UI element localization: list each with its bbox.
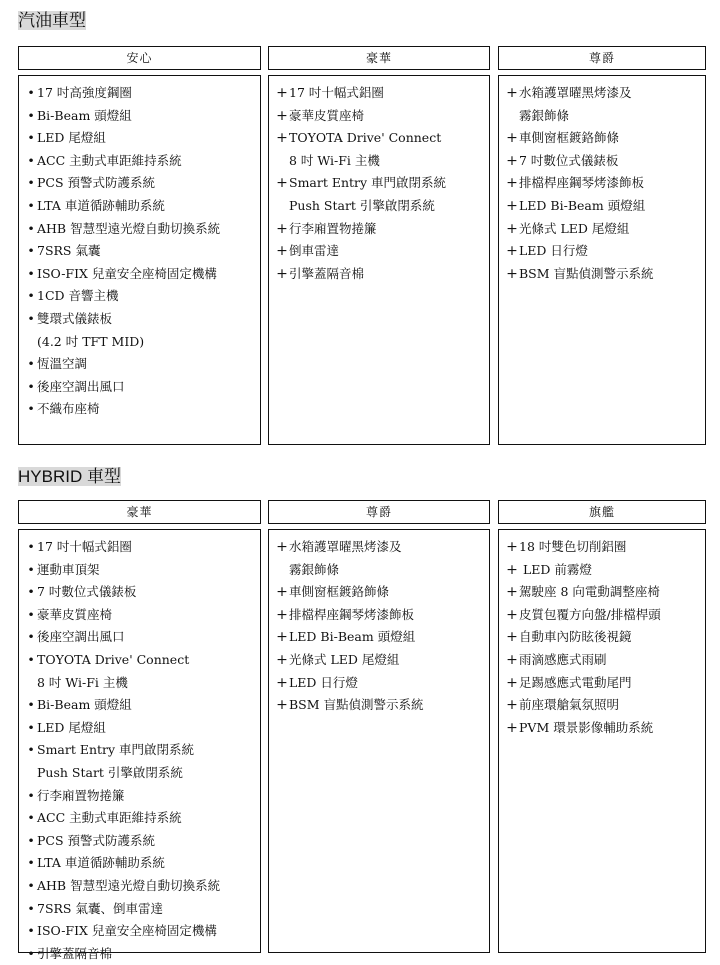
- feature-item: [505, 195, 701, 218]
- feature-text: LED 日行燈: [519, 243, 588, 259]
- feature-item: [25, 353, 256, 376]
- feature-text: (4.2 吋 TFT MID): [37, 333, 145, 349]
- feature-list: [498, 75, 706, 445]
- bullet-icon: +: [276, 243, 288, 260]
- feature-item: [25, 398, 256, 421]
- feature-item: [505, 717, 701, 740]
- feature-text: BSM 盲點偵測警示系統: [289, 697, 424, 713]
- feature-text: 17 吋高強度鋼圈: [37, 85, 132, 100]
- feature-item: [25, 150, 256, 173]
- bullet-icon: +: [276, 629, 288, 646]
- feature-text: 7SRS 氣囊: [37, 243, 101, 259]
- bullet-icon: •: [27, 855, 35, 871]
- bullet-icon: +: [276, 697, 288, 714]
- bullet-icon: +: [506, 561, 518, 578]
- feature-item: [25, 82, 256, 105]
- bullet-icon: •: [27, 288, 35, 304]
- feature-text: LED 尾燈組: [37, 130, 106, 146]
- feature-item: [275, 536, 485, 559]
- column-header-premium: 尊爵: [498, 46, 706, 70]
- feature-item: [505, 672, 701, 695]
- feature-text: TOYOTA Drive' Connect: [37, 651, 190, 667]
- feature-item: [275, 694, 485, 717]
- bullet-icon: •: [27, 401, 35, 417]
- bullet-icon: +: [506, 220, 518, 237]
- bullet-icon: +: [276, 265, 288, 282]
- feature-item: [505, 649, 701, 672]
- bullet-icon: +: [506, 674, 518, 691]
- feature-text: ISO-FIX 兒童安全座椅固定機構: [37, 265, 217, 281]
- bullet-icon: •: [27, 900, 35, 916]
- feature-text: PCS 預警式防護系統: [37, 175, 156, 191]
- feature-list: [498, 529, 706, 953]
- feature-text: 引擎蓋隔音棉: [289, 265, 365, 281]
- feature-text: 後座空調出風口: [37, 629, 125, 645]
- feature-item: [275, 559, 485, 582]
- feature-text: 運動車頂架: [37, 561, 100, 577]
- feature-text: 豪華皮質座椅: [37, 606, 113, 622]
- feature-text: ACC 主動式車距維持系統: [37, 810, 182, 826]
- feature-text: 7 吋數位式儀錶板: [37, 584, 137, 600]
- bullet-icon: +: [276, 674, 288, 691]
- section-title-hybrid: HYBRID 車型: [18, 467, 121, 486]
- feature-text: 不織布座椅: [37, 401, 100, 417]
- feature-text: Smart Entry 車門啟閉系統: [37, 742, 195, 758]
- feature-list: [18, 75, 261, 445]
- feature-text: 自動車內防眩後視鏡: [519, 629, 632, 645]
- feature-text: 光條式 LED 尾燈組: [519, 220, 630, 236]
- feature-text: Push Start 引擎啟閉系統: [289, 197, 435, 213]
- feature-text: 1CD 音響主機: [37, 288, 119, 304]
- column-header-luxury: 豪華: [18, 500, 261, 524]
- bullet-icon: •: [27, 107, 35, 123]
- feature-item: [25, 762, 256, 785]
- bullet-icon: •: [27, 923, 35, 939]
- feature-item: [275, 105, 485, 128]
- feature-item: [275, 127, 485, 150]
- bullet-icon: +: [506, 584, 518, 601]
- feature-text: 皮質包覆方向盤/排檔桿頭: [519, 606, 661, 622]
- feature-item: [25, 285, 256, 308]
- feature-text: LED 尾燈組: [37, 719, 106, 735]
- feature-item: [25, 172, 256, 195]
- feature-text: 光條式 LED 尾燈組: [289, 651, 400, 667]
- feature-item: [275, 150, 485, 173]
- feature-item: [275, 218, 485, 241]
- feature-text: 8 吋 Wi-Fi 主機: [37, 674, 128, 690]
- bullet-icon: •: [27, 175, 35, 191]
- feature-text: 18 吋雙色切削鋁圈: [519, 539, 627, 554]
- bullet-icon: +: [506, 606, 518, 623]
- feature-text: 霧銀飾條: [289, 561, 340, 577]
- bullet-icon: +: [506, 651, 518, 668]
- feature-item: [505, 694, 701, 717]
- feature-text: 8 吋 Wi-Fi 主機: [289, 152, 380, 168]
- feature-text: AHB 智慧型遠光燈自動切換系統: [37, 220, 221, 236]
- feature-text: 車側窗框鍍鉻飾條: [519, 130, 620, 146]
- bullet-icon: •: [27, 310, 35, 326]
- feature-item: [505, 82, 701, 105]
- bullet-icon: +: [276, 107, 288, 124]
- feature-item: [275, 626, 485, 649]
- feature-item: [505, 150, 701, 173]
- feature-item: [25, 920, 256, 943]
- bullet-icon: +: [506, 85, 518, 101]
- feature-text: 排檔桿座鋼琴烤漆飾板: [289, 606, 415, 622]
- bullet-icon: +: [506, 243, 518, 260]
- feature-item: [25, 331, 256, 354]
- bullet-icon: •: [27, 719, 35, 735]
- feature-text: AHB 智慧型遠光燈自動切換系統: [37, 877, 221, 893]
- feature-item: [505, 105, 701, 128]
- feature-text: 7 吋數位式儀錶板: [519, 152, 619, 168]
- feature-item: [25, 830, 256, 853]
- bullet-icon: +: [276, 130, 288, 147]
- column-header-luxury: 豪華: [268, 46, 490, 70]
- bullet-icon: +: [506, 265, 518, 282]
- bullet-icon: +: [276, 220, 288, 237]
- feature-item: [275, 240, 485, 263]
- feature-item: [25, 195, 256, 218]
- feature-item: [25, 581, 256, 604]
- feature-text: 17 吋十幅式鋁圈: [37, 539, 132, 554]
- bullet-icon: +: [276, 539, 288, 555]
- bullet-icon: •: [27, 697, 35, 713]
- feature-item: [275, 604, 485, 627]
- feature-text: 後座空調出風口: [37, 378, 125, 394]
- bullet-icon: •: [27, 130, 35, 146]
- feature-text: Smart Entry 車門啟閉系統: [289, 175, 447, 191]
- feature-text: 雙環式儀錶板: [37, 310, 113, 326]
- feature-item: [275, 263, 485, 286]
- feature-list: [268, 529, 490, 953]
- feature-item: [25, 852, 256, 875]
- feature-item: [25, 739, 256, 762]
- feature-item: [25, 694, 256, 717]
- feature-text: 霧銀飾條: [519, 107, 570, 123]
- feature-text: LED 日行燈: [289, 674, 358, 690]
- column-header-premium: 尊爵: [268, 500, 490, 524]
- bullet-icon: •: [27, 265, 35, 281]
- feature-item: [25, 536, 256, 559]
- bullet-icon: +: [276, 584, 288, 601]
- bullet-icon: •: [27, 629, 35, 645]
- feature-item: [505, 626, 701, 649]
- feature-text: 排檔桿座鋼琴烤漆飾板: [519, 175, 645, 191]
- feature-item: [25, 218, 256, 241]
- feature-text: ACC 主動式車距維持系統: [37, 152, 182, 168]
- feature-item: [505, 263, 701, 286]
- feature-item: [505, 581, 701, 604]
- bullet-icon: •: [27, 606, 35, 622]
- bullet-icon: +: [506, 539, 518, 555]
- feature-text: 雨滴感應式雨刷: [519, 651, 607, 667]
- bullet-icon: +: [506, 697, 518, 714]
- feature-text: Bi-Beam 頭燈組: [37, 107, 132, 123]
- feature-item: [25, 376, 256, 399]
- bullet-icon: +: [276, 651, 288, 668]
- feature-item: [275, 649, 485, 672]
- bullet-icon: •: [27, 742, 35, 758]
- bullet-icon: +: [506, 130, 518, 147]
- feature-item: [25, 105, 256, 128]
- feature-item: [25, 898, 256, 921]
- feature-text: 駕駛座 8 向電動調整座椅: [519, 584, 660, 600]
- bullet-icon: +: [506, 152, 518, 169]
- feature-item: [505, 559, 701, 582]
- feature-text: 恆溫空調: [37, 356, 88, 372]
- bullet-icon: •: [27, 651, 35, 667]
- bullet-icon: •: [27, 85, 35, 100]
- feature-text: 前座環艙氣氛照明: [519, 697, 620, 713]
- feature-text: BSM 盲點偵測警示系統: [519, 265, 654, 281]
- bullet-icon: •: [27, 561, 35, 577]
- feature-item: [505, 604, 701, 627]
- feature-item: [505, 127, 701, 150]
- bullet-icon: •: [27, 810, 35, 826]
- feature-item: [505, 218, 701, 241]
- feature-item: [505, 536, 701, 559]
- feature-item: [25, 626, 256, 649]
- feature-item: [25, 649, 256, 672]
- bullet-icon: •: [27, 877, 35, 893]
- column-header-flagship: 旗艦: [498, 500, 706, 524]
- feature-text: Push Start 引擎啟閉系統: [37, 764, 183, 780]
- feature-item: [275, 581, 485, 604]
- bullet-icon: +: [276, 85, 288, 101]
- feature-item: [25, 240, 256, 263]
- bullet-icon: •: [27, 787, 35, 803]
- feature-item: [25, 672, 256, 695]
- bullet-icon: •: [27, 356, 35, 372]
- feature-item: [25, 308, 256, 331]
- feature-list: [18, 529, 261, 961]
- feature-item: [275, 172, 485, 195]
- feature-text: PCS 預警式防護系統: [37, 832, 156, 848]
- feature-text: 足踢感應式電動尾門: [519, 674, 632, 690]
- bullet-icon: •: [27, 378, 35, 394]
- bullet-icon: •: [27, 197, 35, 213]
- feature-text: 水箱護罩曜黑烤漆及: [289, 539, 402, 554]
- feature-item: [275, 82, 485, 105]
- feature-item: [25, 943, 256, 965]
- bullet-icon: +: [506, 719, 518, 736]
- feature-item: [505, 240, 701, 263]
- feature-text: 7SRS 氣囊、倒車雷達: [37, 900, 163, 916]
- feature-list: [268, 75, 490, 445]
- bullet-icon: •: [27, 945, 35, 961]
- feature-text: LED Bi-Beam 頭燈組: [289, 629, 416, 645]
- bullet-icon: +: [506, 629, 518, 646]
- section-title-gasoline: 汽油車型: [18, 11, 86, 30]
- feature-text: ISO-FIX 兒童安全座椅固定機構: [37, 923, 217, 939]
- bullet-icon: •: [27, 539, 35, 554]
- feature-item: [275, 672, 485, 695]
- feature-text: 倒車雷達: [289, 243, 340, 259]
- bullet-icon: +: [276, 175, 288, 192]
- feature-item: [505, 172, 701, 195]
- feature-item: [25, 717, 256, 740]
- feature-text: Bi-Beam 頭燈組: [37, 697, 132, 713]
- feature-item: [25, 604, 256, 627]
- feature-item: [275, 195, 485, 218]
- feature-item: [25, 263, 256, 286]
- feature-item: [25, 807, 256, 830]
- feature-item: [25, 875, 256, 898]
- feature-text: TOYOTA Drive' Connect: [289, 130, 442, 146]
- bullet-icon: •: [27, 584, 35, 600]
- feature-item: [25, 559, 256, 582]
- bullet-icon: •: [27, 832, 35, 848]
- feature-item: [25, 127, 256, 150]
- feature-text: 車側窗框鍍鉻飾條: [289, 584, 390, 600]
- feature-item: [25, 785, 256, 808]
- column-header-safety: 安心: [18, 46, 261, 70]
- feature-text: LTA 車道循跡輔助系統: [37, 855, 165, 871]
- feature-text: 引擎蓋隔音棉: [37, 945, 113, 961]
- feature-text: 豪華皮質座椅: [289, 107, 365, 123]
- feature-text: 17 吋十幅式鋁圈: [289, 85, 384, 100]
- feature-text: 水箱護罩曜黑烤漆及: [519, 85, 632, 100]
- feature-text: LED 前霧燈: [519, 561, 592, 577]
- bullet-icon: +: [506, 197, 518, 214]
- bullet-icon: •: [27, 152, 35, 168]
- bullet-icon: +: [276, 606, 288, 623]
- feature-text: 行李廂置物捲簾: [37, 787, 125, 803]
- bullet-icon: •: [27, 243, 35, 259]
- feature-text: PVM 環景影像輔助系統: [519, 719, 654, 735]
- bullet-icon: •: [27, 220, 35, 236]
- feature-text: LTA 車道循跡輔助系統: [37, 197, 165, 213]
- feature-text: 行李廂置物捲簾: [289, 220, 377, 236]
- bullet-icon: +: [506, 175, 518, 192]
- feature-text: LED Bi-Beam 頭燈組: [519, 197, 646, 213]
